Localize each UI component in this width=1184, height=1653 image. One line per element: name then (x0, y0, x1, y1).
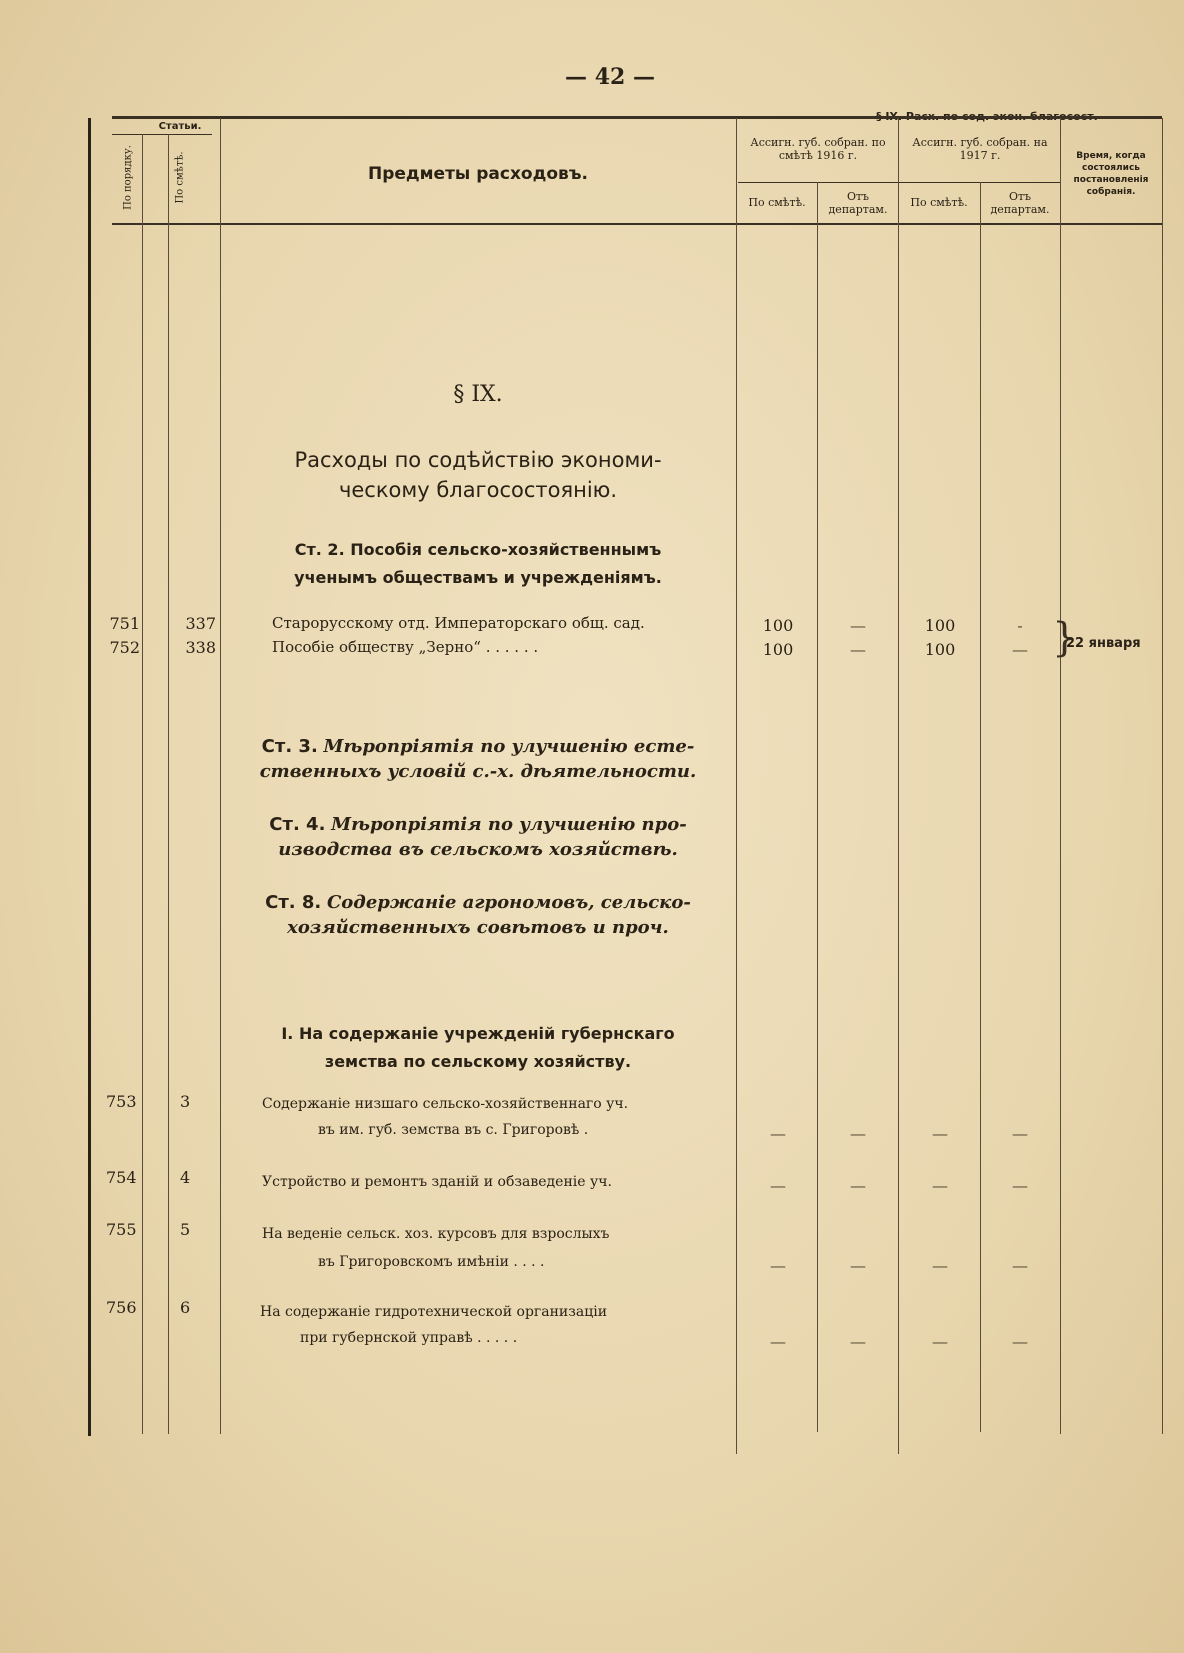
row-753-smeta: 3 (180, 1092, 191, 1111)
header-1916-ot-departam: Отъ департам. (828, 190, 888, 216)
row-753-d4: — (1012, 1124, 1028, 1143)
row-756-d1: — (770, 1332, 786, 1351)
col-divider-3 (220, 118, 221, 1434)
row-753-d1: — (770, 1124, 786, 1143)
row-754-d4: — (1012, 1176, 1028, 1195)
header-assign-1916: Ассигн. губ. собран. по смѣтѣ 1916 г. (750, 136, 886, 162)
row-755-line2: въ Григоровскомъ имѣніи . . . . (318, 1254, 545, 1270)
st8-block (222, 892, 734, 938)
row-756-d4: — (1012, 1332, 1028, 1351)
st3-label: Ст. 3. (261, 736, 318, 757)
row-752-smeta: 338 (185, 638, 216, 657)
row-751-text: Старорусскому отд. Императорскаго общ. сад. (272, 614, 645, 632)
row-755-line1: На веденіе сельск. хоз. курсовъ для взрослыхъ (262, 1226, 610, 1242)
header-1916-po-smete: По смѣтѣ. (748, 196, 806, 209)
left-border (88, 118, 91, 1436)
st4-line1: Мѣропріятія по улучшенію про- (331, 814, 687, 835)
st2-line1: Ст. 2. Пособія сельско-хозяйственнымъ (294, 540, 662, 559)
header-po-poryadku: По порядку. (122, 145, 134, 210)
row-755-smeta: 5 (180, 1220, 191, 1239)
sub1-line1: I. На содержаніе учрежденій губернскаго (281, 1024, 675, 1043)
section-title: § IX. (453, 382, 503, 407)
header-1917-ot-departam: Отъ департам. (990, 190, 1050, 216)
col-divider-1 (142, 134, 143, 1434)
header-bottom-rule (112, 223, 1162, 225)
table-top-rule (112, 116, 1162, 119)
row-752-d1916: — (850, 640, 866, 659)
col-divider-5 (817, 182, 818, 1432)
row-756-d2: — (850, 1332, 866, 1351)
st3-line1: Мѣропріятія по улучшенію есте- (323, 736, 695, 757)
row-754-smeta: 4 (180, 1168, 191, 1187)
st3-line2: ственныхъ условій с.-х. дѣятельности. (259, 761, 697, 782)
row-755-d4: — (1012, 1256, 1028, 1275)
row-751-v1916: 100 (762, 616, 794, 635)
section-subtitle-1: Расходы по содѣйствію экономи- (294, 448, 662, 472)
col-divider-4 (736, 118, 737, 1454)
header-vremya: Время, когда состоялись постановленія собранія. (1073, 151, 1149, 197)
row-751-v1917: 100 (924, 616, 956, 635)
row-753-d3: — (932, 1124, 948, 1143)
header-predmety: Предметы расходовъ. (368, 164, 588, 184)
row-755-d3: — (932, 1256, 948, 1275)
st4-label: Ст. 4. (269, 814, 326, 835)
row-751-d1916: — (850, 616, 866, 635)
row-751-d1917: - (1017, 616, 1023, 635)
row-752-v1916: 100 (762, 640, 794, 659)
st8-line2: хозяйственныхъ совѣтовъ и проч. (287, 917, 669, 938)
row-752-d1917: — (1012, 640, 1028, 659)
row-754-line1: Устройство и ремонтъ зданій и обзаведеніе уч. (262, 1174, 612, 1190)
section-subtitle-2: ческому благосостоянію. (338, 478, 618, 502)
col-divider-8 (1060, 118, 1061, 1434)
col-divider-2 (168, 134, 169, 1434)
row-753-line2: въ им. губ. земства въ с. Григоровѣ . (318, 1122, 589, 1138)
subheader-rule (738, 182, 1060, 183)
row-752-text: Пособіе обществу „Зерно“ . . . . . . (272, 638, 539, 656)
right-border (1162, 118, 1163, 1434)
row-752-num: 752 (109, 638, 140, 657)
row-752-v1917: 100 (924, 640, 956, 659)
st3-block (222, 736, 734, 782)
header-po-smete: По смѣтѣ. (174, 151, 186, 204)
row-756-line2: при губернской управѣ . . . . . (300, 1330, 518, 1346)
row-756-d3: — (932, 1332, 948, 1351)
st8-line1: Содержаніе агрономовъ, сельско- (326, 892, 691, 913)
row-755-d2: — (850, 1256, 866, 1275)
col-divider-7 (980, 182, 981, 1432)
col-divider-6 (898, 118, 899, 1454)
header-stati: Статьи. (158, 121, 202, 132)
st2-line2: ученымъ обществамъ и учрежденіямъ. (294, 568, 662, 587)
date-brace-icon: } (1052, 615, 1078, 661)
st8-label: Ст. 8. (265, 892, 322, 913)
row-754-num: 754 (106, 1168, 137, 1187)
st4-line2: изводства въ сельскомъ хозяйствѣ. (278, 839, 678, 860)
header-1917-po-smete: По смѣтѣ. (910, 196, 968, 209)
date-note: 22 января (1066, 636, 1141, 651)
row-755-num: 755 (106, 1220, 137, 1239)
row-756-smeta: 6 (180, 1298, 191, 1317)
row-756-num: 756 (106, 1298, 137, 1317)
row-754-d2: — (850, 1176, 866, 1195)
row-754-d1: — (770, 1176, 786, 1195)
row-753-line1: Содержаніе низшаго сельско-хозяйственнаго уч. (262, 1096, 629, 1112)
st4-block (222, 814, 734, 860)
row-756-line1: На содержаніе гидротехнической организаціи (260, 1304, 608, 1320)
page-number: — 42 — (565, 64, 655, 90)
row-753-num: 753 (106, 1092, 137, 1111)
row-755-d1: — (770, 1256, 786, 1275)
sub1-line2: земства по сельскому хозяйству. (324, 1052, 632, 1071)
header-assign-1917: Ассигн. губ. собран. на 1917 г. (912, 136, 1048, 162)
row-754-d3: — (932, 1176, 948, 1195)
row-751-smeta: 337 (185, 614, 216, 633)
row-751-num: 751 (109, 614, 140, 633)
stati-rule (112, 134, 212, 135)
row-753-d2: — (850, 1124, 866, 1143)
